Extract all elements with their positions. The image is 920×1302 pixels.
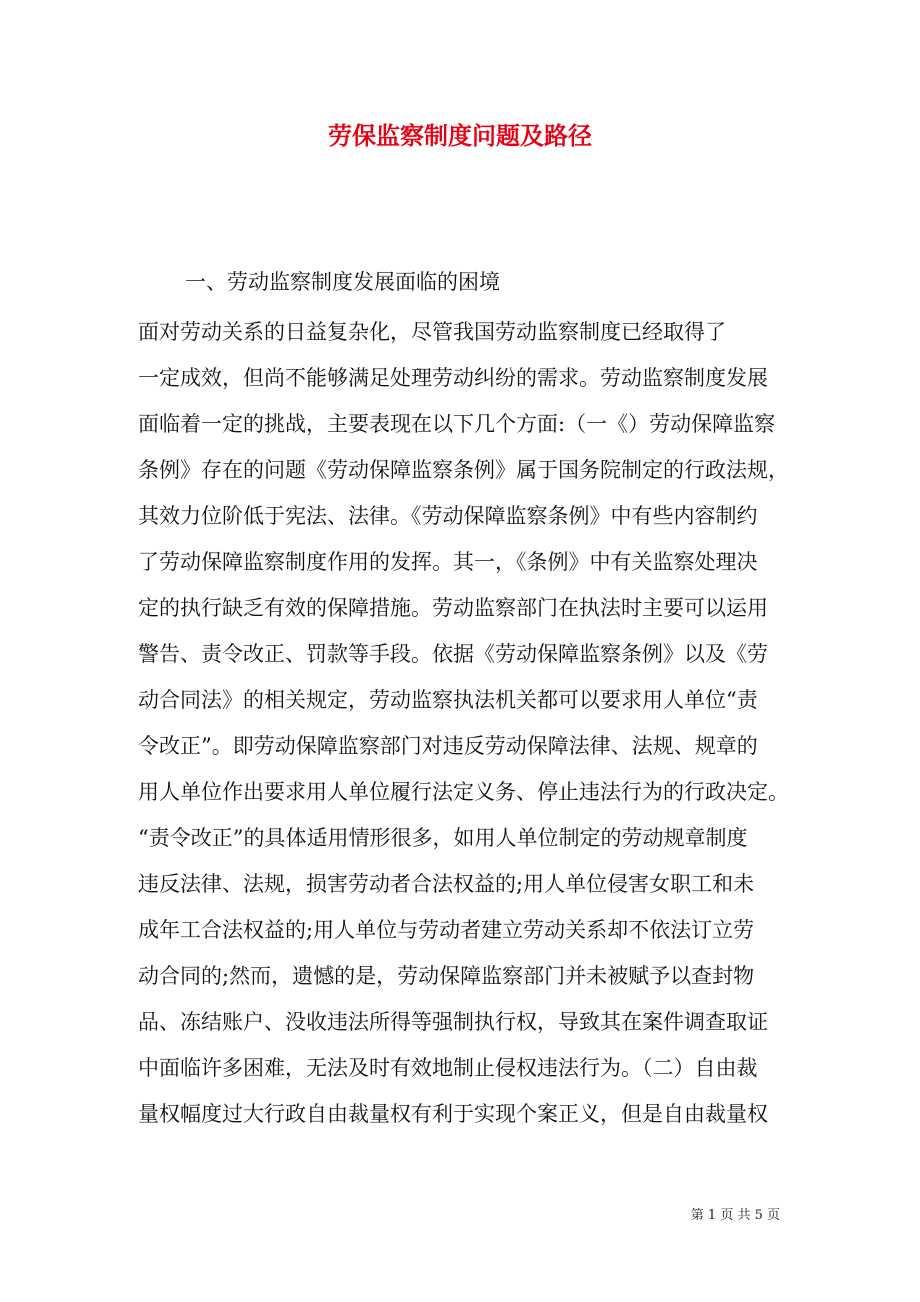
body-line: 用人单位作出要求用人单位履行法定义务、停止违法行为的行政决定。 (138, 780, 789, 804)
body-line: 条例》存在的问题《劳动保障监察条例》属于国务院制定的行政法规， (138, 458, 789, 482)
body-line: 违反法律、法规，损害劳动者合法权益的;用人单位侵害女职工和未 (138, 872, 755, 896)
body-line: 动合同的;然而，遗憾的是，劳动保障监察部门并未被赋予以查封物 (138, 964, 755, 988)
body-line: 警告、责令改正、罚款等手段。依据《劳动保障监察条例》以及《劳 (138, 642, 768, 666)
body-line: 了劳动保障监察制度作用的发挥。其一，《条例》中有关监察处理决 (138, 550, 758, 574)
section-heading: 一、劳动监察制度发展面临的困境 (185, 270, 500, 294)
body-line: 一定成效，但尚不能够满足处理劳动纠纷的需求。劳动监察制度发展 (138, 366, 768, 390)
body-line: 品、冻结账户、没收违法所得等强制执行权，导致其在案件调查取证 (138, 1010, 768, 1034)
body-line: 其效力位阶低于宪法、法律。《劳动保障监察条例》中有些内容制约 (138, 504, 758, 528)
body-line: 定的执行缺乏有效的保障措施。劳动监察部门在执法时主要可以运用 (138, 596, 768, 620)
body-line: 令改正”。即劳动保障监察部门对违反劳动保障法律、法规、规章的 (138, 734, 758, 758)
body-line: 量权幅度过大行政自由裁量权有利于实现个案正义，但是自由裁量权 (138, 1102, 768, 1126)
body-line: 动合同法》的相关规定，劳动监察执法机关都可以要求用人单位“责 (138, 688, 758, 712)
body-line: 面临着一定的挑战，主要表现在以下几个方面:（一《）劳动保障监察 (138, 412, 776, 436)
page-number-footer: 第 1 页 共 5 页 (690, 1208, 780, 1223)
document-title: 劳保监察制度问题及路径 (328, 121, 592, 150)
body-line: “责令改正”的具体适用情形很多，如用人单位制定的劳动规章制度 (138, 826, 748, 850)
body-line: 面对劳动关系的日益复杂化，尽管我国劳动监察制度已经取得了 (138, 320, 726, 344)
body-line: 中面临许多困难，无法及时有效地制止侵权违法行为。（二）自由裁 (138, 1056, 758, 1080)
body-line: 成年工合法权益的;用人单位与劳动者建立劳动关系却不依法订立劳 (138, 918, 755, 942)
